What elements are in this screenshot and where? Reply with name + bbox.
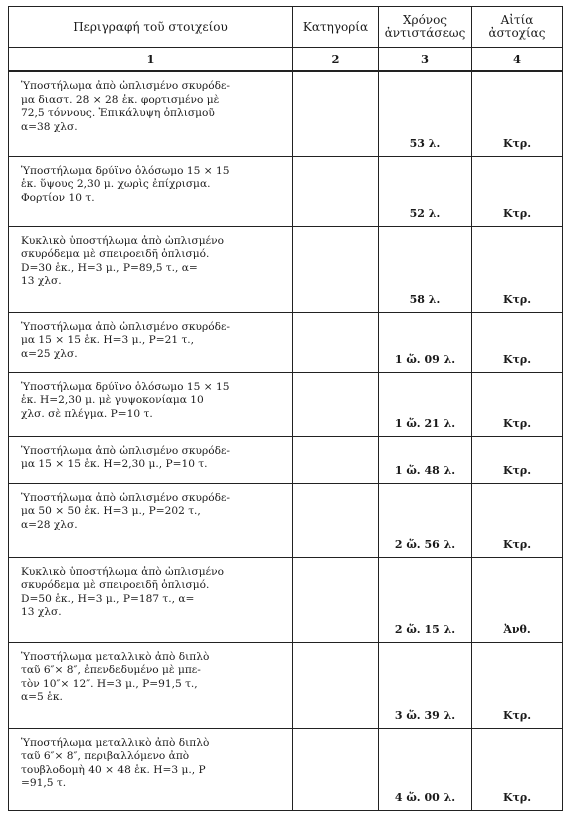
column-number: 2 bbox=[293, 48, 379, 72]
row-resistance-time: 1 ὥ. 09 λ. bbox=[379, 312, 472, 372]
row-resistance-time: 2 ὥ. 15 λ. bbox=[379, 557, 472, 642]
table-row bbox=[9, 436, 563, 483]
row-resistance-time: 2 ὥ. 56 λ. bbox=[379, 483, 472, 557]
row-failure-cause: Κτρ. bbox=[472, 156, 563, 226]
row-description: Ὑποστήλωμα ἀπὸ ὠπλισμένο σκυρόδε- μα 50 × 50 ἑκ. H=3 μ., P=202 τ., α=28 χλσ. bbox=[9, 483, 293, 557]
row-resistance-time: 1 ὥ. 21 λ. bbox=[379, 372, 472, 436]
row-category bbox=[293, 483, 379, 557]
row-resistance-time: 52 λ. bbox=[379, 156, 472, 226]
row-failure-cause: Κτρ. bbox=[472, 312, 563, 372]
row-category bbox=[293, 372, 379, 436]
column-number: 1 bbox=[9, 48, 293, 72]
row-category bbox=[293, 226, 379, 312]
table-row bbox=[9, 71, 563, 156]
row-description: Ὑποστήλωμα ἀπὸ ὠπλισμένο σκυρόδε- μα διαστ. 28 × 28 ἑκ. φορτισμένο μὲ 72,5 τόννους. Ἐπικάλυψη ὀπλισμοῦ α=38 χλσ. bbox=[9, 71, 293, 156]
table-row bbox=[9, 557, 563, 642]
row-description: Κυκλικὸ ὑποστήλωμα ἀπὸ ὠπλισμένο σκυρόδεμα μὲ σπειροειδῆ ὁπλισμό. D=30 ἑκ., H=3 μ., P=89,5 τ., α= 13 χλσ. bbox=[9, 226, 293, 312]
row-failure-cause: Κτρ. bbox=[472, 436, 563, 483]
header-description: Περιγραφή τοῦ στοιχείου bbox=[9, 7, 293, 48]
column-number: 3 bbox=[379, 48, 472, 72]
row-failure-cause: Κτρ. bbox=[472, 642, 563, 728]
row-category bbox=[293, 71, 379, 156]
table-row bbox=[9, 728, 563, 810]
row-resistance-time: 1 ὥ. 48 λ. bbox=[379, 436, 472, 483]
table-row bbox=[9, 372, 563, 436]
column-number-row bbox=[9, 48, 563, 72]
row-category bbox=[293, 436, 379, 483]
row-description: Ὑποστήλωμα ἀπὸ ὠπλισμένο σκυρόδε- μα 15 × 15 ἑκ. H=2,30 μ., P=10 τ. bbox=[9, 436, 293, 483]
header-row bbox=[9, 7, 563, 48]
row-description: Ὑποστήλωμα δρύϊνο ὁλόσωμο 15 × 15 ἑκ. H=2,30 μ. μὲ γυψοκονίαμα 10 χλσ. σὲ πλέγμα. P=10 τ. bbox=[9, 372, 293, 436]
row-resistance-time: 58 λ. bbox=[379, 226, 472, 312]
row-failure-cause: Κτρ. bbox=[472, 71, 563, 156]
row-category bbox=[293, 642, 379, 728]
table-row bbox=[9, 312, 563, 372]
header-category: Κατηγορία bbox=[293, 7, 379, 48]
table-row bbox=[9, 156, 563, 226]
row-failure-cause: Κτρ. bbox=[472, 372, 563, 436]
row-resistance-time: 3 ὥ. 39 λ. bbox=[379, 642, 472, 728]
row-category bbox=[293, 156, 379, 226]
row-category bbox=[293, 312, 379, 372]
row-category bbox=[293, 557, 379, 642]
header-failure-cause: Αἰτία ἀστοχίας bbox=[472, 7, 563, 48]
column-number: 4 bbox=[472, 48, 563, 72]
row-resistance-time: 53 λ. bbox=[379, 71, 472, 156]
resistance-table bbox=[8, 6, 563, 811]
table-row bbox=[9, 226, 563, 312]
table-row bbox=[9, 642, 563, 728]
row-category bbox=[293, 728, 379, 810]
document-page bbox=[8, 6, 562, 814]
row-description: Ὑποστήλωμα δρύϊνο ὁλόσωμο 15 × 15 ἑκ. ὕψους 2,30 μ. χωρὶς ἐπίχρισμα. Φορτίον 10 τ. bbox=[9, 156, 293, 226]
row-resistance-time: 4 ὥ. 00 λ. bbox=[379, 728, 472, 810]
row-description: Ὑποστήλωμα μεταλλικὸ ἀπὸ διπλὸ ταῦ 6″× 8″, περιβαλλόμενο ἀπὸ τουβλοδομὴ 40 × 48 ἑκ. H=3 μ., P =91,5 τ. bbox=[9, 728, 293, 810]
row-failure-cause: Κτρ. bbox=[472, 483, 563, 557]
row-failure-cause: Ἀνθ. bbox=[472, 557, 563, 642]
row-description: Ὑποστήλωμα ἀπὸ ὠπλισμένο σκυρόδε- μα 15 × 15 ἑκ. H=3 μ., P=21 τ., α=25 χλσ. bbox=[9, 312, 293, 372]
row-description: Κυκλικὸ ὑποστήλωμα ἀπὸ ὠπλισμένο σκυρόδεμα μὲ σπειροειδῆ ὁπλισμό. D=50 ἑκ., H=3 μ., P=187 τ., α= 13 χλσ. bbox=[9, 557, 293, 642]
header-resistance-time: Χρόνος ἀντιστάσεως bbox=[379, 7, 472, 48]
row-failure-cause: Κτρ. bbox=[472, 226, 563, 312]
row-failure-cause: Κτρ. bbox=[472, 728, 563, 810]
table-row bbox=[9, 483, 563, 557]
row-description: Ὑποστήλωμα μεταλλικὸ ἀπὸ διπλὸ ταῦ 6″× 8″, ἐπενδεδυμένο μὲ μπε- τὸν 10″× 12″. H=3 μ., P=91,5 τ., α=5 ἑκ. bbox=[9, 642, 293, 728]
